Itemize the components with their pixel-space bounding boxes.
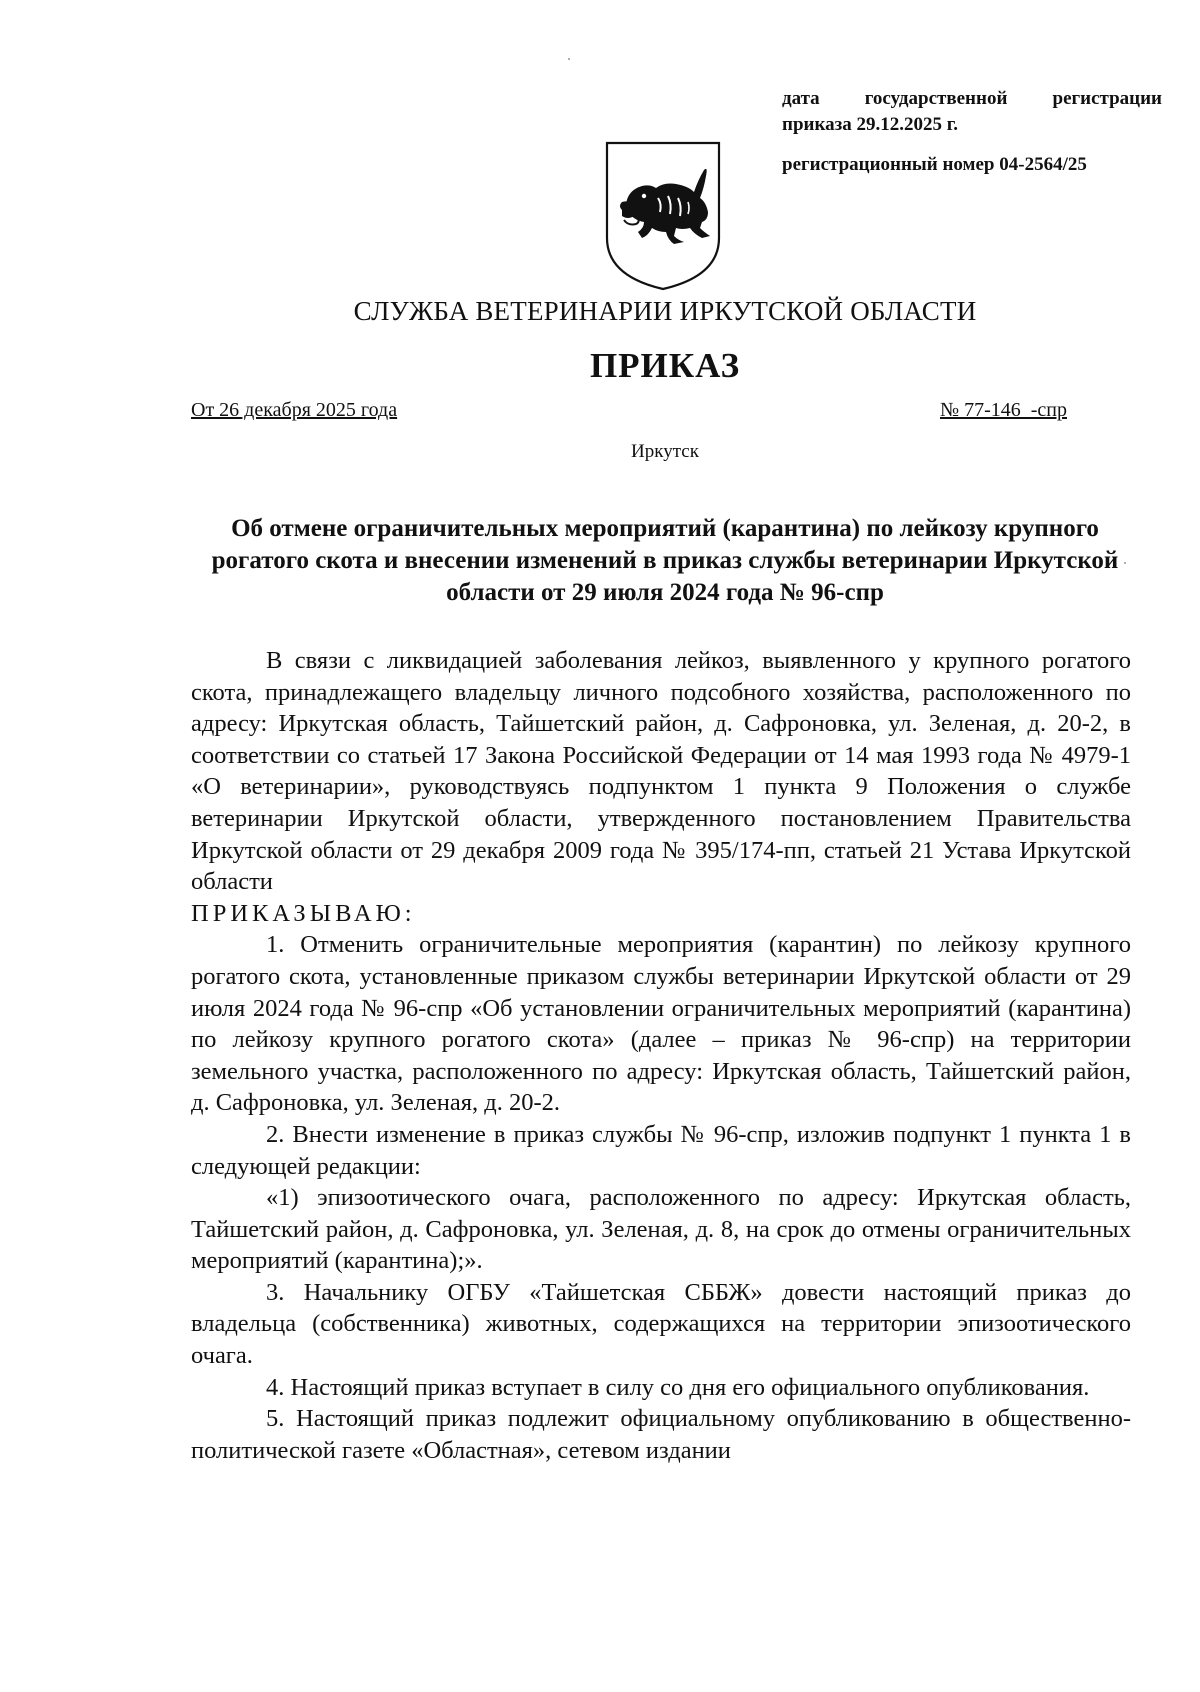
order-item-3: 3. Начальнику ОГБУ «Тайшетская СББЖ» довести настоящий приказ до владельца (собственника) животных, содержащихся на территории эпизоотического очага. (191, 1278, 1131, 1370)
scan-artifact (568, 58, 570, 60)
registration-word: регистрации (1052, 88, 1162, 109)
order-item-4: 4. Настоящий приказ вступает в силу со дня его официального опубликования. (266, 1373, 1090, 1401)
registration-word: государственной (864, 88, 1008, 109)
order-item-2-quote: «1) эпизоотического очага, расположенного по адресу: Иркутская область, Тайшетский район, д. Сафроновка, ул. Зеленая, д. 8, на срок до отмены ограничительных мероприятий (карантина);». (191, 1184, 1131, 1275)
registration-date-line1 (782, 86, 1162, 112)
organization-name: СЛУЖБА ВЕТЕРИНАРИИ ИРКУТСКОЙ ОБЛАСТИ (353, 296, 977, 326)
order-date: От 26 декабря 2025 года (191, 399, 398, 421)
order-number: № 77-146 -спр (940, 399, 1067, 421)
registration-stamp (782, 86, 1162, 178)
orders-heading: ПРИКАЗЫВАЮ: (191, 899, 416, 927)
scan-artifact (1124, 562, 1126, 564)
order-title: Об отмене ограничительных мероприятий (карантина) по лейкозу крупного рогатого скота и внесении изменений в приказ службы ветеринарии Иркутской области от 29 июля 2024 года № 96-спр (211, 515, 1119, 606)
registration-date-line2: приказа 29.12.2025 г. (782, 114, 958, 135)
order-body (191, 645, 1131, 1466)
registration-number: регистрационный номер 04-2564/25 (782, 154, 1087, 175)
document-type: ПРИКАЗ (589, 346, 741, 385)
registration-word: дата (782, 88, 820, 109)
preamble-paragraph: В связи с ликвидацией заболевания лейкоз, выявленного у крупного рогатого скота, принадлежащего владельцу личного подсобного хозяйства, расположенного по адресу: Иркутская область, Тайшетский район, д. Сафроновка, ул. Зеленая, д. 20-2, в соответствии со статьей 17 Закона Российской Федерации от 14 мая 1993 года № 4979-1 «О ветеринарии», руководствуясь подпунктом 1 пункта 9 Положения о службе ветеринарии Иркутской области, утвержденного постановлением Правительства Иркутской области от 29 декабря 2009 года № 395/174-пп, статьей 21 Устава Иркутской области (191, 647, 1131, 896)
city: Иркутск (631, 441, 699, 462)
order-item-1: 1. Отменить ограничительные мероприятия (карантин) по лейкозу крупного рогатого скота, установленные приказом службы ветеринарии Иркутской области от 29 июля 2024 года № 96-спр «Об установлении ограничительных мероприятий (карантина) по лейкозу крупного рогатого скота» (далее – приказ № 96-спр) на территории земельного участка, расположенного по адресу: Иркутская область, Тайшетский район, д. Сафроновка, ул. Зеленая, д. 20-2. (191, 931, 1131, 1117)
order-item-5: 5. Настоящий приказ подлежит официальному опубликованию в общественно-политической газете «Областная», сетевом издании (191, 1405, 1131, 1464)
order-item-2: 2. Внести изменение в приказ службы № 96-спр, изложив подпункт 1 пункта 1 в следующей редакции: (191, 1120, 1131, 1180)
coat-of-arms-icon (604, 140, 722, 292)
